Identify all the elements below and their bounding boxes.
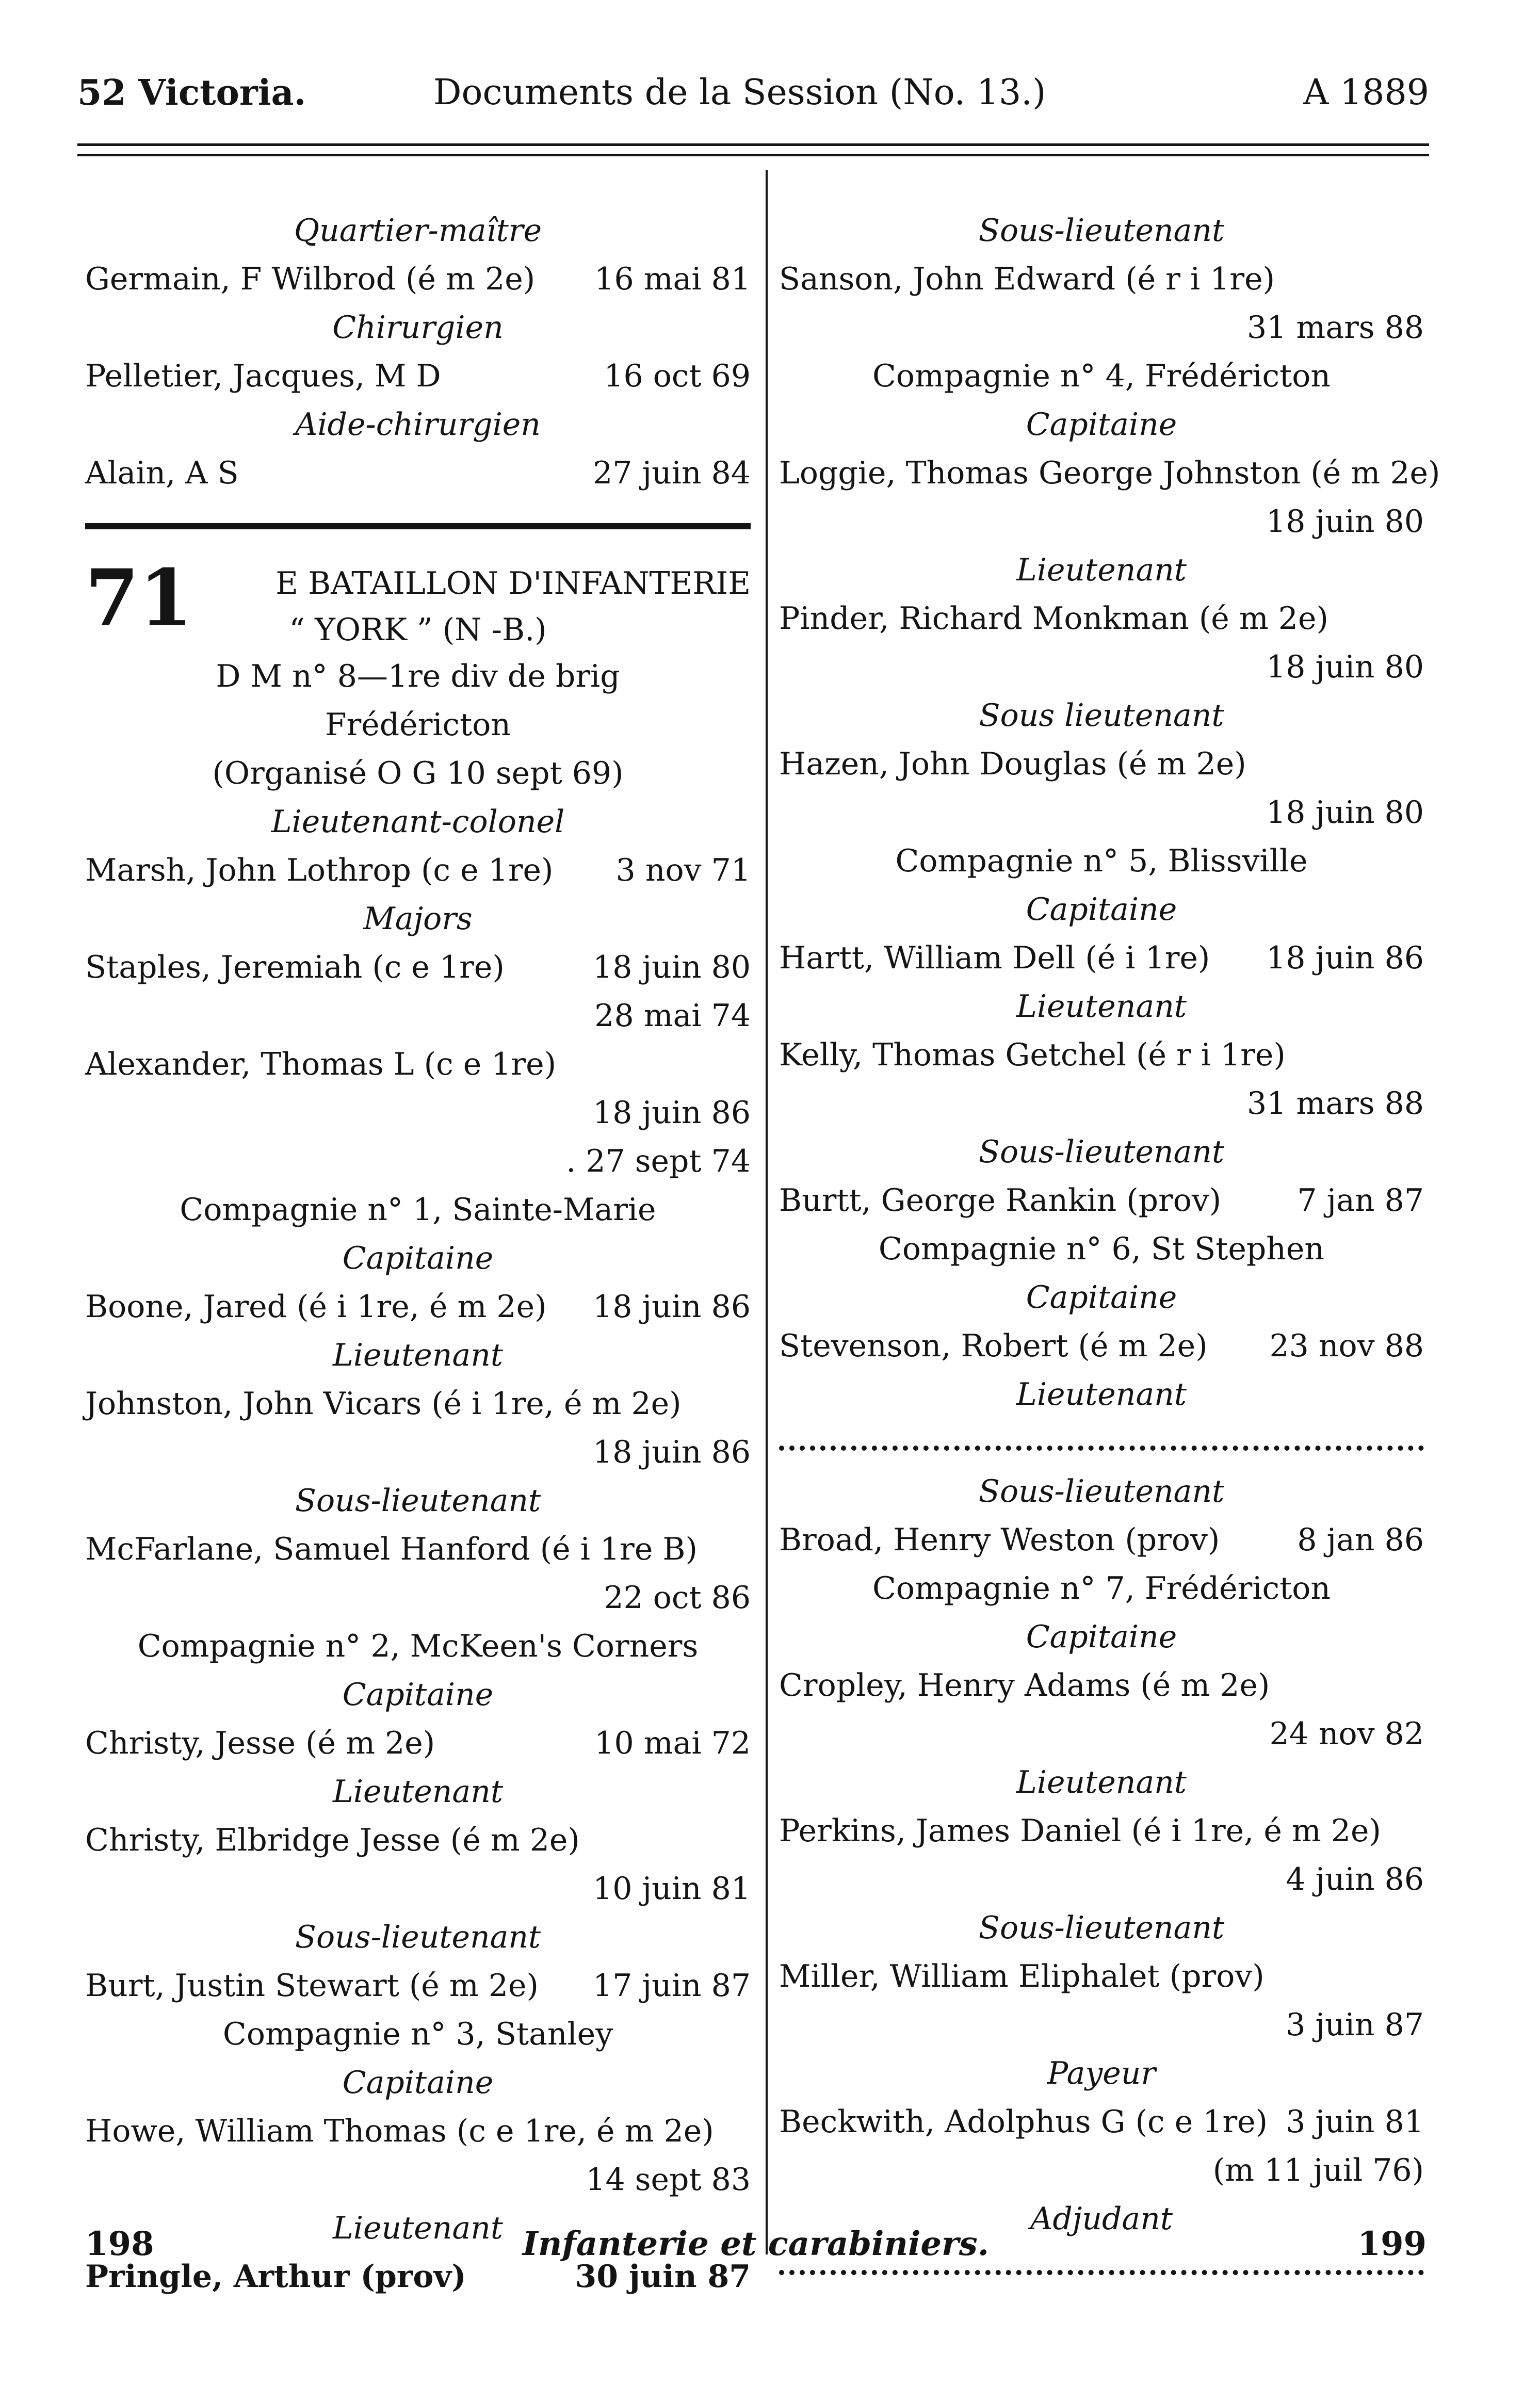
quartermaster-heading: Quartier-maître: [294, 213, 542, 249]
footer-page-right: 199: [1357, 2225, 1426, 2263]
town: Frédéricton: [325, 707, 511, 743]
lieutenant-heading: Lieutenant: [333, 2210, 503, 2246]
majors-heading: Majors: [363, 901, 473, 937]
assistant-surgeon-heading: Aide-chirurgien: [295, 407, 541, 443]
captain-heading: Capitaine: [1026, 891, 1177, 928]
lieutenant-heading: Lieutenant: [1016, 1764, 1187, 1800]
commission-date: 18 juin 80: [593, 949, 751, 985]
commission-date: 18 juin 80: [1266, 794, 1424, 831]
commission-date: 7 jan 87: [1297, 1182, 1424, 1219]
battalion-title: [85, 554, 751, 652]
officer-name: Alain, A S: [85, 455, 239, 491]
officer-name: Stevenson, Robert (é m 2e): [779, 1328, 1208, 1364]
entry-sublieutenant: [779, 255, 1424, 352]
page-footer: [85, 2218, 1426, 2270]
officer-name: Howe, William Thomas (c e 1re, é m 2e): [85, 2113, 714, 2149]
commission-date: 10 juin 81: [593, 1871, 751, 1907]
lieutenant-heading: Lieutenant: [1016, 1376, 1187, 1413]
entry-assistant-surgeon: [85, 449, 751, 497]
lieutenant-heading: Lieutenant: [1016, 552, 1187, 588]
officer-name: Pinder, Richard Monkman (é m 2e): [779, 601, 1328, 637]
entry-co3-captain: [85, 2107, 751, 2204]
commission-date: 14 sept 83: [586, 2162, 751, 2198]
column-divider: [766, 170, 768, 2254]
officer-name: Johnston, John Vicars (é i 1re, é m 2e): [85, 1386, 682, 1422]
commission-date: 16 mai 81: [594, 261, 751, 297]
entry-co5-lieutenant: [779, 1031, 1424, 1128]
commission-date: 3 juin 81: [1286, 2104, 1424, 2140]
officer-name: Boone, Jared (é i 1re, é m 2e): [85, 1289, 547, 1325]
officer-name: Staples, Jeremiah (c e 1re): [85, 949, 505, 985]
officer-name: McFarlane, Samuel Hanford (é i 1re B): [85, 1531, 698, 1567]
entry-co2-sublieutenant: [85, 1961, 751, 2010]
secondary-date: 28 mai 74: [594, 998, 751, 1034]
officer-name: Marsh, John Lothrop (c e 1re): [85, 852, 554, 888]
officer-name: Miller, William Eliphalet (prov): [779, 1958, 1265, 1994]
commission-date: 18 juin 86: [593, 1095, 751, 1131]
commission-date: 8 jan 86: [1297, 1522, 1424, 1558]
officer-name: Loggie, Thomas George Johnston (é m 2e): [779, 455, 1440, 491]
section-divider: [85, 497, 751, 554]
commission-date: 18 juin 86: [593, 1289, 751, 1325]
officer-name: Germain, F Wilbrod (é m 2e): [85, 261, 536, 297]
lieutenant-heading: Lieutenant: [333, 1337, 503, 1373]
sublieutenant-heading: Sous-lieutenant: [978, 213, 1225, 249]
officer-name: Kelly, Thomas Getchel (é r i 1re): [779, 1037, 1286, 1073]
entry-paymaster-secondary: [779, 2146, 1424, 2195]
captain-heading: Capitaine: [342, 2065, 494, 2101]
entry-co1-lieutenant: [85, 1380, 751, 1477]
header-year: A 1889: [1303, 72, 1429, 113]
battalion-title-line2: “ YORK ” (N -B.): [289, 612, 547, 648]
header-volume: 52 Victoria.: [77, 72, 306, 113]
company-6-heading: Compagnie n° 6, St Stephen: [878, 1231, 1325, 1267]
officer-name: Sanson, John Edward (é r i 1re): [779, 261, 1275, 297]
officer-name: Christy, Jesse (é m 2e): [85, 1725, 435, 1761]
header-rule-bottom: [77, 154, 1429, 156]
sublieutenant-heading: Sous-lieutenant: [978, 1473, 1225, 1510]
captain-heading: Capitaine: [1026, 1279, 1177, 1316]
company-2-heading: Compagnie n° 2, McKeen's Corners: [137, 1628, 699, 1664]
footer-page-left: 198: [85, 2225, 154, 2263]
header-title: Documents de la Session (No. 13.): [433, 72, 1046, 113]
lieutenant-heading: Lieutenant: [333, 1774, 503, 1810]
commission-date: 18 juin 80: [1266, 649, 1424, 685]
entry-co2-lieutenant: [85, 1816, 751, 1913]
commission-date: 18 juin 86: [593, 1434, 751, 1470]
officer-name: Christy, Elbridge Jesse (é m 2e): [85, 1822, 580, 1858]
commission-date: 22 oct 86: [604, 1580, 751, 1616]
officer-name: Pringle, Arthur (prov): [85, 2259, 466, 2295]
officer-name: Pelletier, Jacques, M D: [85, 358, 441, 394]
sublieutenant-heading: Sous-lieutenant: [978, 1910, 1225, 1946]
commission-date: 3 juin 87: [1286, 2007, 1424, 2043]
commission-date: 31 mars 88: [1247, 310, 1424, 346]
officer-name: Burtt, George Rankin (prov): [779, 1182, 1222, 1219]
paymaster-heading: Payeur: [1047, 2055, 1156, 2091]
officer-name: Broad, Henry Weston (prov): [779, 1522, 1220, 1558]
right-column: [779, 206, 1440, 2292]
entry-co5-captain: [779, 934, 1424, 982]
organized-note: (Organisé O G 10 sept 69): [212, 755, 624, 791]
entry-co4-sublieutenant: [779, 740, 1424, 837]
lt-colonel-heading: Lieutenant-colonel: [271, 804, 565, 840]
commission-date: 27 juin 84: [593, 455, 751, 491]
officer-name: Burt, Justin Stewart (é m 2e): [85, 1968, 539, 2004]
captain-heading: Capitaine: [1026, 407, 1177, 443]
officer-name: Beckwith, Adolphus G (c e 1re): [779, 2104, 1268, 2140]
company-5-heading: Compagnie n° 5, Blissville: [895, 843, 1308, 879]
adjutant-heading: Adjudant: [1030, 2201, 1173, 2237]
entry-co6-captain: [779, 1322, 1424, 1370]
entry-co2-captain: [85, 1719, 751, 1767]
header-rule-top: [77, 143, 1429, 146]
secondary-date: . 27 sept 74: [566, 1143, 751, 1179]
entry-major-1: [85, 943, 751, 992]
officer-name: Perkins, James Daniel (é i 1re, é m 2e): [779, 1813, 1381, 1849]
commission-date: 4 juin 86: [1286, 1861, 1424, 1897]
entry-co7-lieutenant: [779, 1807, 1424, 1904]
officer-name: Hazen, John Douglas (é m 2e): [779, 746, 1246, 782]
company-1-heading: Compagnie n° 1, Sainte-Marie: [180, 1192, 656, 1228]
battalion-number: 71: [85, 553, 193, 643]
entry-surgeon: [85, 352, 751, 400]
sublieutenant-heading: Sous-lieutenant: [295, 1483, 541, 1519]
commission-date: 30 juin 87: [575, 2259, 751, 2295]
commission-date: 10 mai 72: [594, 1725, 751, 1761]
district: D M n° 8—1re div de brig: [216, 658, 620, 694]
officer-name: Cropley, Henry Adams (é m 2e): [779, 1667, 1270, 1703]
commission-date: 18 juin 86: [1266, 940, 1424, 976]
captain-heading: Capitaine: [342, 1677, 494, 1713]
lieutenant-heading: Lieutenant: [1016, 988, 1187, 1025]
commission-date: 16 oct 69: [604, 358, 751, 394]
sublieutenant-heading: Sous-lieutenant: [295, 1919, 541, 1955]
entry-co1-sublieutenant: [85, 1525, 751, 1622]
vacant-position-dots: [779, 1419, 1424, 1467]
sublieutenant-heading: Sous-lieutenant: [978, 1134, 1225, 1170]
sublieutenant-heading: Sous lieutenant: [979, 697, 1224, 734]
company-4-heading: Compagnie n° 4, Frédéricton: [872, 358, 1331, 394]
entry-paymaster: [779, 2098, 1424, 2146]
entry-co5-sublieutenant: [779, 1176, 1424, 1225]
commission-date: 31 mars 88: [1247, 1085, 1424, 1122]
commission-date: 17 juin 87: [593, 1968, 751, 2004]
page-header: [77, 62, 1429, 124]
entry-co4-lieutenant: [779, 594, 1424, 691]
entry-major-1-secondary: [85, 992, 751, 1040]
entry-lt-colonel: [85, 846, 751, 895]
captain-heading: Capitaine: [1026, 1619, 1177, 1655]
officer-name: Alexander, Thomas L (c e 1re): [85, 1046, 557, 1082]
entry-co4-captain: [779, 449, 1440, 546]
company-7-heading: Compagnie n° 7, Frédéricton: [872, 1570, 1331, 1607]
left-column: [85, 206, 751, 2301]
entry-co7-sublieutenant: [779, 1952, 1424, 2049]
entry-co7-captain: [779, 1661, 1424, 1758]
commission-date: 18 juin 80: [1266, 504, 1424, 540]
secondary-date: (m 11 juil 76): [1212, 2152, 1424, 2188]
captain-heading: Capitaine: [342, 1240, 494, 1276]
officer-name: Hartt, William Dell (é i 1re): [779, 940, 1210, 976]
entry-quartermaster: [85, 255, 751, 303]
entry-major-2: [85, 1040, 751, 1137]
commission-date: 24 nov 82: [1269, 1716, 1424, 1752]
battalion-title-line1: E BATAILLON D'INFANTERIE: [275, 565, 751, 602]
entry-co1-captain: [85, 1283, 751, 1331]
commission-date: 3 nov 71: [615, 852, 751, 888]
company-3-heading: Compagnie n° 3, Stanley: [222, 2016, 613, 2052]
entry-major-2-secondary: [85, 1137, 751, 1186]
surgeon-heading: Chirurgien: [332, 310, 504, 346]
footer-section-title: Infanterie et carabiniers.: [522, 2225, 990, 2263]
commission-date: 23 nov 88: [1269, 1328, 1424, 1364]
entry-co6-sublieutenant: [779, 1516, 1424, 1564]
